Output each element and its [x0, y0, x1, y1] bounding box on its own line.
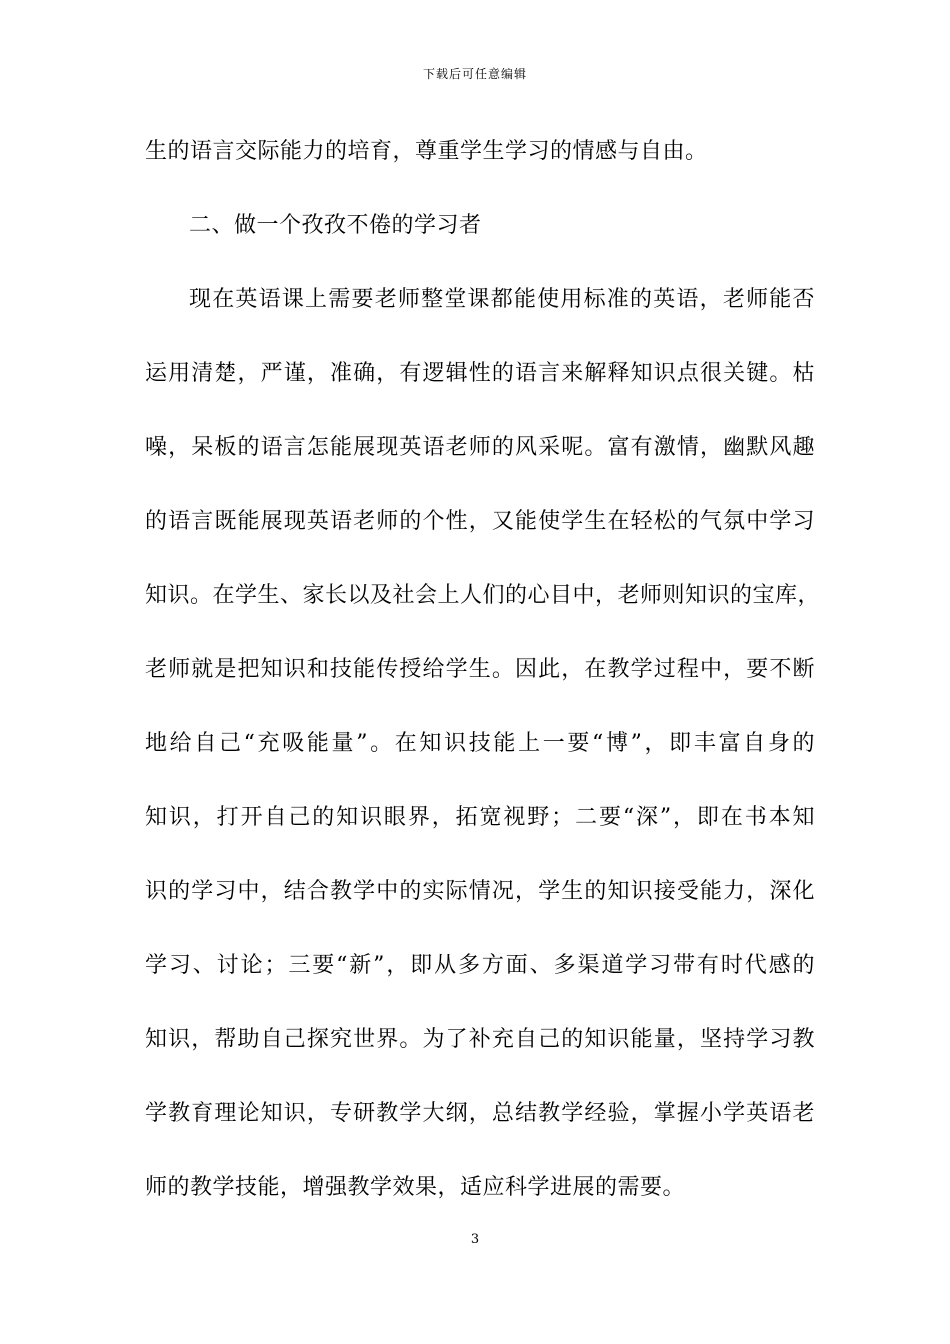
text-line: 生的语言交际能力的培育，尊重学生学习的情感与自由。	[145, 139, 708, 164]
text-line: 运用清楚，严谨，准确，有逻辑性的语言来解释知识点很关键。枯	[145, 361, 815, 386]
text-line: 现在英语课上需要老师整堂课都能使用标准的英语，老师能否	[189, 287, 815, 312]
page-header: 下载后可任意编辑	[422, 67, 527, 81]
text-line: 知识。在学生、家长以及社会上人们的心目中，老师则知识的宝库，	[145, 583, 821, 608]
text-line: 师的教学技能，增强教学效果，适应科学进展的需要。	[145, 1175, 686, 1200]
section-heading: 二、做一个孜孜不倦的学习者	[189, 213, 482, 238]
text-line: 知识，帮助自己探究世界。为了补充自己的知识能量，坚持学习教	[145, 1027, 815, 1052]
text-line: 老师就是把知识和技能传授给学生。因此，在教学过程中，要不断	[145, 657, 815, 682]
text-line: 学习、讨论；三要“新”，即从多方面、多渠道学习带有时代感的	[145, 953, 815, 978]
text-line: 学教育理论知识，专研教学大纲，总结教学经验，掌握小学英语老	[145, 1101, 815, 1126]
text-line: 的语言既能展现英语老师的个性，又能使学生在轻松的气氛中学习	[145, 509, 815, 534]
text-line: 地给自己“充吸能量”。在知识技能上一要“博”，即丰富自身的	[145, 731, 815, 756]
text-line: 识的学习中，结合教学中的实际情况，学生的知识接受能力，深化	[145, 879, 815, 904]
text-line: 噪，呆板的语言怎能展现英语老师的风采呢。富有激情，幽默风趣	[145, 435, 815, 460]
document-body	[145, 132, 821, 1242]
page-number: 3	[470, 1232, 480, 1247]
text-line: 知识，打开自己的知识眼界，拓宽视野；二要“深”，即在书本知	[145, 805, 815, 830]
